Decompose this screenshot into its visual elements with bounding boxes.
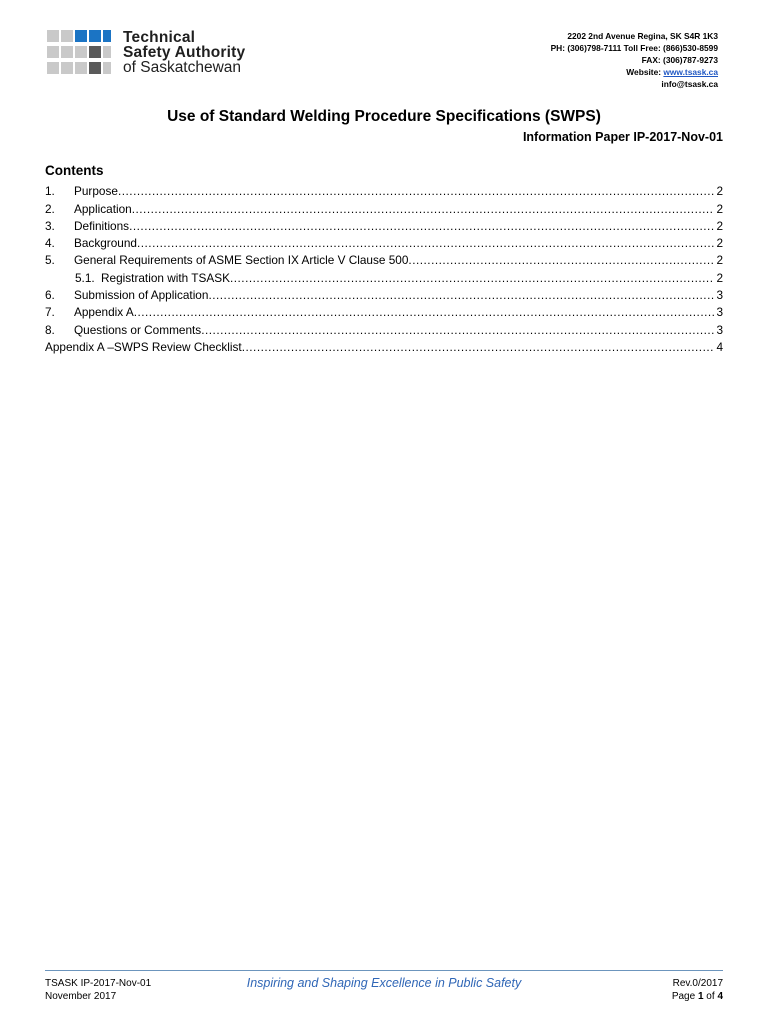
toc-leader-dots: [134, 304, 715, 320]
document-title: Use of Standard Welding Procedure Specifications (SWPS): [167, 108, 601, 125]
toc-entry-page: 2: [716, 236, 723, 251]
document-subtitle: Information Paper IP-2017-Nov-01: [522, 130, 723, 144]
website-label: Website:: [626, 67, 664, 77]
toc-leader-dots: [201, 322, 714, 338]
toc-entry-label: Definitions: [74, 218, 130, 233]
footer-doc-id: TSASK IP-2017-Nov-01: [45, 978, 152, 989]
logo-square: [61, 62, 73, 74]
toc-entry-appendix[interactable]: [45, 338, 723, 355]
toc-entry-number: 6.: [45, 288, 55, 303]
toc-entry-number: 5.1.: [75, 270, 95, 285]
tsask-logo: [47, 30, 287, 76]
page-total: 4: [717, 991, 723, 1002]
logo-square: [75, 62, 87, 74]
toc-leader-dots: [408, 252, 714, 268]
toc-leader-dots: [230, 270, 714, 286]
logo-square: [61, 30, 73, 42]
toc-entry[interactable]: [45, 303, 723, 320]
logo-square: [103, 46, 111, 58]
toc-leader-dots: [132, 201, 715, 217]
logo-line-1: Technical: [123, 29, 196, 46]
address-fax: FAX: (306)787-9273: [641, 55, 718, 65]
logo-square: [47, 30, 59, 42]
toc-entry-label: Background: [74, 236, 137, 251]
footer-slogan: Inspiring and Shaping Excellence in Public Safety: [246, 976, 522, 990]
toc-entry-number: 5.: [45, 253, 55, 268]
toc-entry[interactable]: [45, 182, 723, 199]
logo-square: [47, 46, 59, 58]
toc-entry[interactable]: [45, 251, 723, 268]
toc-leader-dots: [242, 339, 715, 355]
toc-entry-label: Application: [74, 201, 132, 216]
toc-leader-dots: [118, 183, 714, 199]
footer-date: November 2017: [45, 991, 117, 1002]
contact-address-block: [551, 30, 718, 90]
toc-entry-label: Appendix A –SWPS Review Checklist: [45, 339, 242, 354]
logo-square: [47, 62, 59, 74]
logo-line-2: Safety Authority: [123, 44, 246, 61]
toc-entry-page: 2: [716, 184, 723, 199]
toc-entry-page: 3: [716, 322, 723, 337]
toc-entry-page: 2: [716, 201, 723, 216]
toc-entry[interactable]: [45, 217, 723, 234]
toc-leader-dots: [137, 235, 714, 251]
toc-entry[interactable]: [45, 199, 723, 216]
table-of-contents: [45, 182, 723, 355]
toc-subentry[interactable]: [45, 268, 723, 285]
logo-square: [103, 62, 111, 74]
toc-entry-page: 2: [716, 218, 723, 233]
toc-entry-number: 8.: [45, 322, 55, 337]
logo-square: [75, 46, 87, 58]
toc-entry-page: 4: [716, 339, 723, 354]
toc-entry-number: 2.: [45, 201, 55, 216]
toc-entry[interactable]: [45, 286, 723, 303]
toc-entry-number: 1.: [45, 184, 55, 199]
page-prefix: Page: [671, 991, 698, 1002]
address-phone: PH: (306)798-7111 Toll Free: (866)530-8599: [550, 43, 718, 53]
toc-entry-label: Registration with TSASK: [101, 270, 230, 285]
address-email: info@tsask.ca: [661, 79, 718, 89]
website-link[interactable]: www.tsask.ca: [663, 67, 718, 77]
toc-entry-label: Purpose: [74, 184, 118, 199]
logo-square: [89, 62, 101, 74]
logo-line-3: of Saskatchewan: [123, 59, 242, 76]
logo-square: [75, 30, 87, 42]
logo-square: [89, 30, 101, 42]
logo-square: [61, 46, 73, 58]
logo-mark-icon: [47, 30, 111, 76]
toc-leader-dots: [129, 218, 714, 234]
toc-entry[interactable]: [45, 320, 723, 337]
address-website: [551, 66, 718, 78]
footer-page-number: [672, 990, 723, 1003]
toc-leader-dots: [208, 287, 714, 303]
toc-entry-page: 2: [716, 253, 723, 268]
toc-entry-label: General Requirements of ASME Section IX Article V Clause 500: [74, 253, 409, 268]
toc-entry-page: 3: [716, 305, 723, 320]
toc-entry-label: Questions or Comments: [74, 322, 202, 337]
toc-entry-number: 4.: [45, 236, 55, 251]
address-street: 2202 2nd Avenue Regina, SK S4R 1K3: [567, 31, 718, 41]
footer-right: [672, 977, 723, 1003]
footer-revision: Rev.0/2017: [672, 978, 723, 989]
toc-entry-number: 3.: [45, 218, 55, 233]
toc-entry[interactable]: [45, 234, 723, 251]
toc-entry-number: 7.: [45, 305, 55, 320]
page-current: 1: [697, 991, 704, 1002]
toc-entry-label: Submission of Application: [74, 288, 209, 303]
footer-divider: [45, 970, 723, 971]
contents-heading: Contents: [45, 163, 104, 178]
logo-square: [89, 46, 101, 58]
toc-entry-label: Appendix A: [74, 305, 134, 320]
logo-square: [103, 30, 111, 42]
page-of: of: [703, 991, 718, 1002]
toc-entry-page: 2: [716, 270, 723, 285]
toc-entry-page: 3: [716, 288, 723, 303]
logo-wordmark: [123, 30, 245, 75]
